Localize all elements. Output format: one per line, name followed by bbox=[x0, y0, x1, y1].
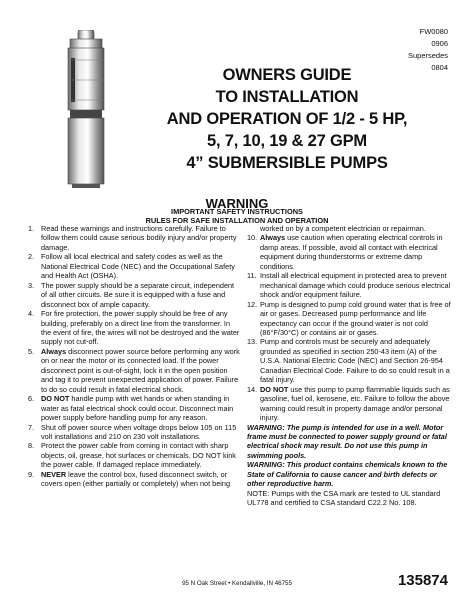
address-footer: 95 N Oak Street • Kendallville, IN 46755 bbox=[182, 580, 292, 587]
submersible-pump-illustration bbox=[62, 30, 110, 188]
list-item: 6. DO NOT handle pump with wet hands or when standing in water as fatal electrical shock could occur. Disconnect main power supply before handling pump for any reason. bbox=[28, 394, 234, 423]
safety-subtitle: IMPORTANT SAFETY INSTRUCTIONS bbox=[171, 207, 303, 216]
doc-code-line: Supersedes bbox=[407, 51, 448, 60]
title-line: 5, 7, 10, 19 & 27 GPM bbox=[207, 132, 367, 150]
pool-warning-note: WARNING: The pump is intended for use in a well. Motor frame must be connected to power supply ground or fatal electrical shock may result. Do not use this pump in swimming pools. bbox=[247, 422, 447, 460]
list-item: 12. Pump is designed to pump cold ground water that is free of air or gases. Decreased pump performance and life expectancy can occur if the ground water is not cold (86°F/30°C) or contains air or gases. bbox=[247, 299, 451, 337]
list-item: 1. Read these warnings and instructions carefully. Failure to follow them could cause serious bodily injury and/or property damage. bbox=[28, 224, 237, 252]
list-item: 10. Always use caution when operating electrical controls in damp areas. If possible, avoid all contact with electrical equipment during thunderstorms or extreme damp conditions. bbox=[247, 233, 443, 271]
title-line: 4” SUBMERSIBLE PUMPS bbox=[186, 154, 388, 172]
list-item: 2. Follow all local electrical and safety codes as well as the National Electrical Code (NEC) and the Occupational Safety and Health Act (OSHA). bbox=[28, 252, 235, 281]
list-item: 7. Shut off power source when voltage drops below 105 on 115 volt installations and 210 on 230 volt installations. bbox=[28, 422, 237, 441]
rules-subtitle: RULES FOR SAFE INSTALLATION AND OPERATION bbox=[145, 216, 329, 225]
title-line: TO INSTALLATION bbox=[215, 88, 359, 106]
csa-note: NOTE: Pumps with the CSA mark are tested to UL standard UL778 and certified to CSA standard C22.2 No. 108. bbox=[247, 488, 441, 508]
title-line: OWNERS GUIDE bbox=[222, 66, 352, 84]
list-item: 13. Pump and controls must be securely and adequately grounded as specified in section 250-43 item (A) of the U.S.A. National Electric Code (NEC) and Section 26-954 Canadian Electrical Code. Failure to do so could result in a fatal injury. bbox=[247, 337, 450, 385]
list-item-continuation: worked on by a competent electrician or repairman. bbox=[260, 224, 426, 233]
list-item: 9. NEVER leave the control box, fused disconnect switch, or covers open (either partially or completely) when not being bbox=[28, 469, 231, 489]
list-item: 11. Install all electrical equipment in protected area to prevent mechanical damage which could produce serious electrical shock and/or equipment failure. bbox=[247, 271, 451, 300]
list-item: 14. DO NOT use this pump to pump flammable liquids such as gasoline, fuel oil, kerosene, etc. Failure to follow the above warning could result in property damage and/or personal injury. bbox=[247, 384, 450, 423]
doc-code-line: FW0080 bbox=[419, 27, 448, 36]
list-item: 4. For fire protection, the power supply should be free of any building, preferably on a direct line from the transformer. In the event of fire, the wires will not be destroyed and the water supply not cut-off. bbox=[28, 309, 240, 347]
warning-heading: WARNING bbox=[205, 196, 269, 211]
california-warning-note: WARNING: This product contains chemicals known to the State of California to cause cancer and birth defects or other reproductive harm. bbox=[247, 460, 448, 489]
doc-code-line: 0804 bbox=[431, 63, 448, 72]
doc-code-line: 0906 bbox=[431, 39, 448, 48]
list-item: 3. The power supply should be a separate circuit, independent of all other circuits. Be sure it is equipped with a fuse and disconnect box of ample capacity. bbox=[28, 280, 235, 309]
title-line: AND OPERATION OF 1/2 - 5 HP, bbox=[166, 110, 408, 128]
right-column bbox=[247, 224, 457, 508]
list-item: 5. Always disconnect power source before performing any work on or near the motor or its connected load. If the power disconnect point is out-of-sight, lock it in the open position and tag it to prevent unexpected application of power. Failure to do so could result in fatal electrical shock. bbox=[28, 346, 240, 394]
list-item: 8. Protect the power cable from coming in contact with sharp objects, oil, grease, hot surfaces or chemicals. DO NOT kink the power cable. If damaged replace immediately. bbox=[28, 441, 236, 470]
left-column bbox=[28, 224, 240, 489]
part-number: 135874 bbox=[397, 572, 448, 589]
document-title bbox=[118, 64, 456, 174]
